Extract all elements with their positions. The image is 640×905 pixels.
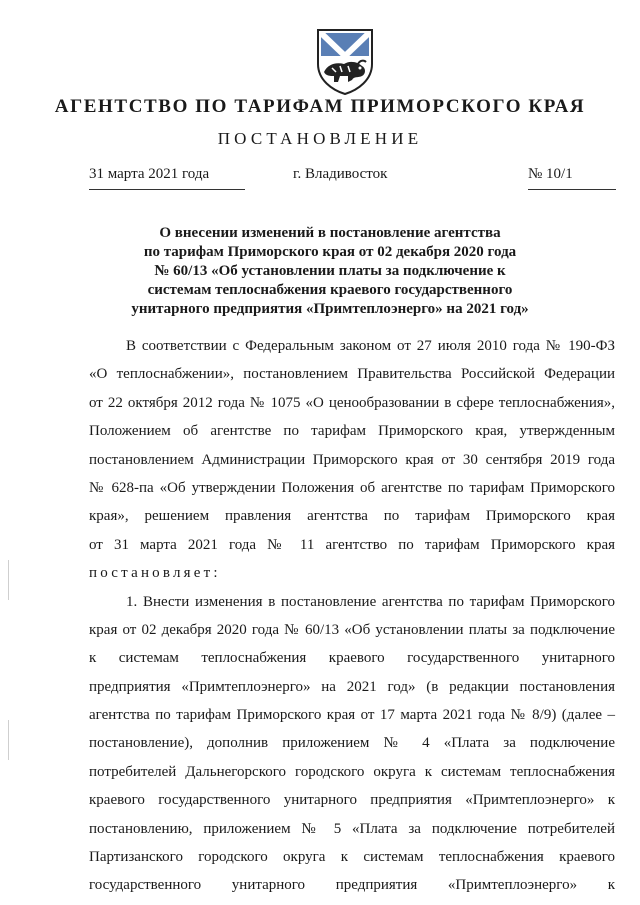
- body-line: предприятия «Примтеплоэнерго» на 2021 год» (в редакции постановления: [89, 678, 615, 695]
- body-line: постановление), дополнив приложением № 4 «Плата за подключение: [89, 735, 615, 752]
- title-line: по тарифам Приморского края от 02 декабря 2020 года: [143, 244, 517, 260]
- body-line: «О теплоснабжении», постановлением Правительства Российской Федерации: [89, 366, 615, 383]
- body-line-resolves: постановляет:: [89, 565, 221, 582]
- body-line: от 31 марта 2021 года № 11 агентство по тарифам Приморского края: [89, 536, 615, 553]
- body-line: к системам теплоснабжения краевого государственного унитарного: [89, 650, 615, 667]
- body-line: потребителей Дальнегорского городского округа к системам теплоснабжения: [89, 763, 615, 780]
- agency-name: АГЕНТСТВО ПО ТАРИФАМ ПРИМОРСКОГО КРАЯ: [54, 96, 586, 117]
- body-line: края», решением правления агентства по тарифам Приморского края: [89, 508, 615, 525]
- scan-margin-mark: [8, 560, 9, 600]
- body-line: постановлением Администрации Приморского края от 30 сентября 2019 года: [89, 451, 615, 468]
- document-title: [120, 224, 540, 319]
- body-line: № 628-па «Об утверждении Положения об агентстве по тарифам Приморского: [89, 479, 615, 496]
- scan-margin-mark: [8, 720, 9, 760]
- body-line: государственного унитарного предприятия «Примтеплоэнерго» к: [89, 877, 615, 894]
- coat-of-arms-icon: [314, 26, 376, 96]
- title-line: системам теплоснабжения краевого государственного: [147, 282, 513, 298]
- title-line: унитарного предприятия «Примтеплоэнерго» на 2021 год»: [131, 301, 529, 317]
- body-line: от 22 октября 2012 года № 1075 «О ценообразовании в сфере теплоснабжения»,: [89, 394, 615, 411]
- body-line: краевого государственного унитарного предприятия «Примтеплоэнерго» к: [89, 792, 615, 809]
- title-line: О внесении изменений в постановление агентства: [159, 225, 501, 241]
- body-line: края от 02 декабря 2020 года № 60/13 «Об установлении платы за подключение: [89, 621, 615, 638]
- document-type: ПОСТАНОВЛЕНИЕ: [217, 129, 423, 148]
- body-line: постановлению, приложением № 5 «Плата за подключение потребителей: [89, 820, 615, 837]
- body-line: В соответствии с Федеральным законом от 27 июля 2010 года № 190-ФЗ: [126, 338, 615, 354]
- document-date: 31 марта 2021 года: [89, 166, 210, 182]
- number-underline: [528, 189, 616, 190]
- body-line: агентства по тарифам Приморского края от 17 марта 2021 года № 8/9) (далее –: [89, 707, 615, 724]
- document-city: г. Владивосток: [293, 166, 388, 182]
- document-number: № 10/1: [528, 166, 573, 182]
- document-body: [89, 332, 615, 900]
- body-line: 1. Внести изменения в постановление агентства по тарифам Приморского: [126, 593, 615, 610]
- body-line: Партизанского городского округа к системам теплоснабжения краевого: [89, 849, 615, 866]
- body-line: Положением об агентстве по тарифам Приморского края, утвержденным: [89, 423, 615, 440]
- title-line: № 60/13 «Об установлении платы за подключение к: [154, 263, 506, 279]
- date-underline: [89, 189, 245, 190]
